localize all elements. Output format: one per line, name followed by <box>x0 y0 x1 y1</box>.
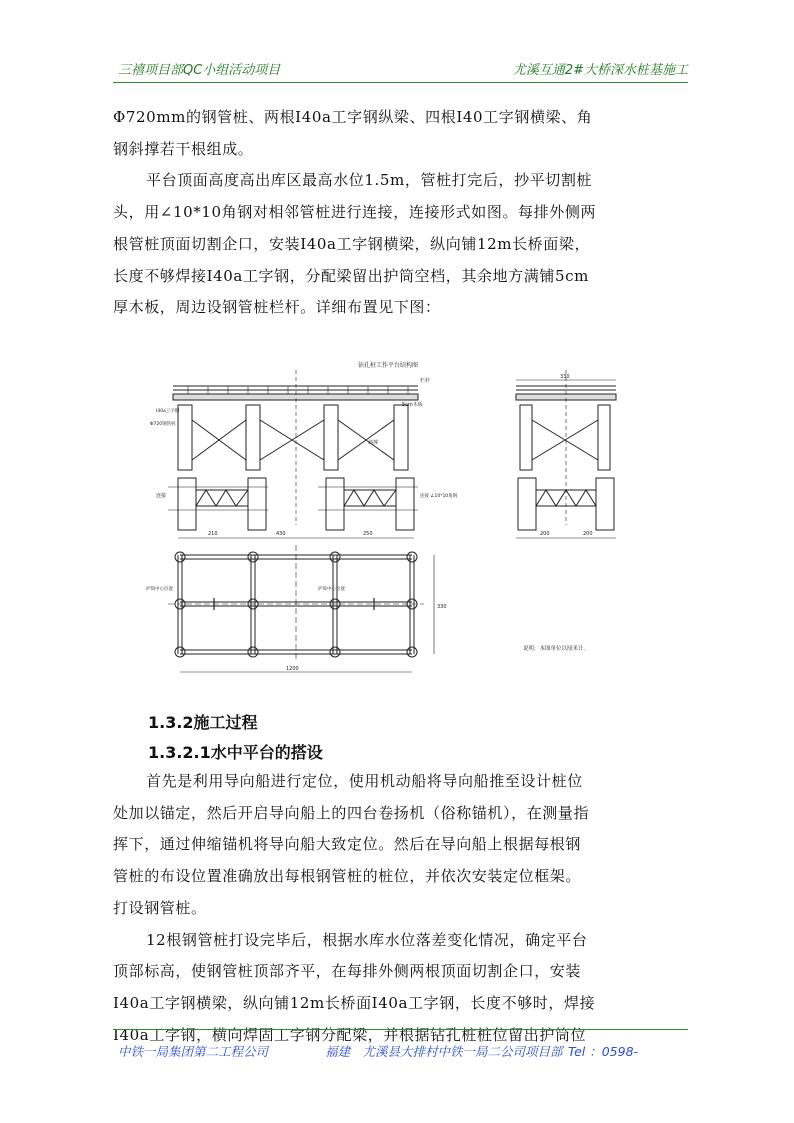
text-line: 12根钢管桩打设完毕后，根据水库水位落差变化情况，确定平台 <box>146 930 588 949</box>
label-conn-right: 连接 ∠10*10角钢 <box>420 494 458 499</box>
plan-view <box>146 545 589 672</box>
text-line: 根管桩顶面切割企口，安装I40a工字钢横梁，纵向铺12m长桥面梁， <box>113 234 591 253</box>
platform-structure-figure <box>146 350 688 685</box>
figure-title: 钻孔桩工作平台结构图 <box>358 362 419 369</box>
label-brace: 斜撑 <box>368 440 379 446</box>
dim-right: 250 <box>363 531 373 537</box>
heading-platform-erection: 1.3.2.1水中平台的搭设 <box>148 743 323 762</box>
text-line: 头，用∠10*10角钢对相邻管桩进行连接，连接形式如图。每排外侧两 <box>113 203 597 222</box>
label-guide-right: 护筒中心位置 <box>318 587 345 592</box>
figure-note: 说明：本图单位以厘米计。 <box>523 646 590 652</box>
dim-mid: 430 <box>276 531 286 537</box>
footer-middle: 福建 尤溪县大排村中铁一局二公司项目部 <box>325 1044 563 1059</box>
dim-side-top: 330 <box>560 374 570 380</box>
text-line: Φ720mm的钢管桩、两根I40a工字钢纵梁、四根I40工字钢横梁、角 <box>113 108 593 126</box>
label-guide-left: 护筒中心位置 <box>146 587 173 592</box>
label-rail: 栏杆 <box>420 378 431 384</box>
dim-left: 210 <box>208 531 218 537</box>
header-left: 三禧项目部QC小组活动项目 <box>118 63 281 78</box>
label-pile: Φ720钢管桩 <box>150 422 176 427</box>
label-conn-left: 连接 <box>156 493 167 499</box>
text-line: 首先是利用导向船进行定位，使用机动船将导向船推至设计桩位 <box>146 772 583 790</box>
text-line: 管桩的布设位置准确放出每根钢管桩的桩位，并依次安装定位框架。 <box>113 867 582 886</box>
text-line: 顶部标高，使钢管桩顶部齐平，在每排外侧两根顶面切割企口，安装 <box>113 962 582 981</box>
dim-side-left: 200 <box>540 531 550 537</box>
text-line: 长度不够焊接I40a工字钢，分配梁留出护筒空档，其余地方满铺5cm <box>113 266 589 285</box>
elevation-view <box>150 370 458 538</box>
header-right: 尤溪互通2#大桥深水桩基施工 <box>512 63 688 78</box>
dim-side-right: 200 <box>583 531 593 537</box>
text-line: I40a工字钢，横向焊固工字钢分配梁，并根据钻孔桩桩位留出护筒位 <box>113 1025 587 1044</box>
label-beam: I40a工字钢 <box>156 409 180 414</box>
text-line: 厚木板，周边设钢管桩栏杆。详细布置见下图： <box>113 298 441 317</box>
footer-left: 中铁一局集团第二工程公司 <box>118 1044 269 1059</box>
text-line: 钢斜撑若干根组成。 <box>113 139 254 158</box>
text-line: 平台顶面高度高出库区最高水位1.5m，管桩打完后，抄平切割桩 <box>146 171 593 190</box>
text-line: I40a工字钢横梁，纵向铺12m长桥面I40a工字钢，长度不够时，焊接 <box>113 993 596 1012</box>
footer-right: Tel ：0598- <box>568 1044 639 1059</box>
dim-height: 330 <box>437 604 447 610</box>
heading-construction-process: 1.3.2施工过程 <box>148 713 258 732</box>
paragraph-1 <box>113 102 683 324</box>
page-header <box>113 52 688 83</box>
text-line: 处加以锚定，然后开启导向船上的四台卷扬机（俗称锚机），在测量指 <box>113 803 590 822</box>
text-line: 挥下，通过伸缩锚机将导向船大致定位。然后在导向船上根据每根钢 <box>113 835 582 854</box>
dim-bottom: 1200 <box>286 666 299 672</box>
side-view <box>516 370 616 538</box>
paragraph-2 <box>113 766 683 1051</box>
text-line: 打设钢管桩。 <box>113 898 207 917</box>
page-footer <box>113 1029 688 1064</box>
label-plank: 5cm木板 <box>402 402 423 408</box>
